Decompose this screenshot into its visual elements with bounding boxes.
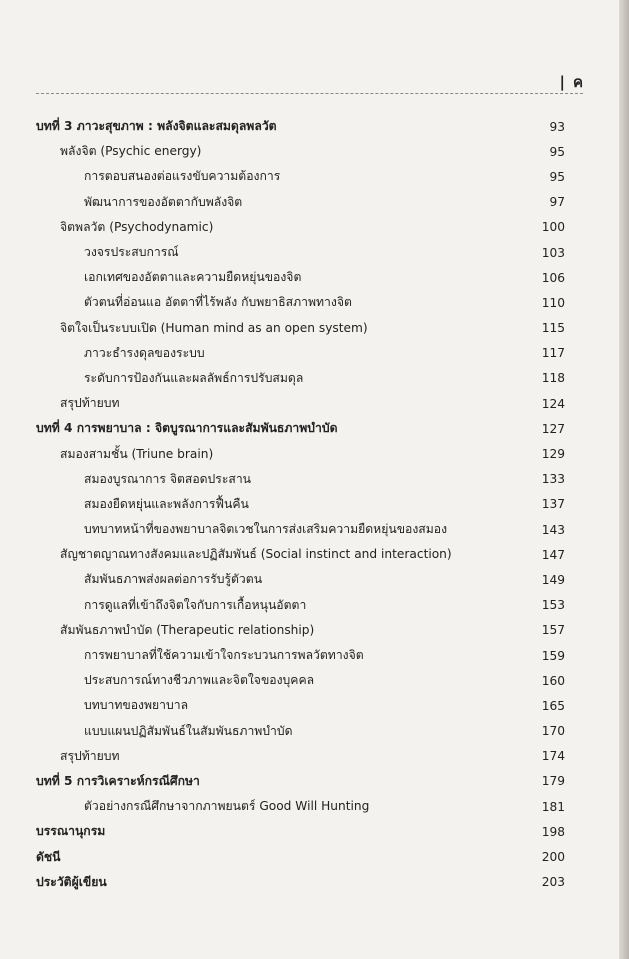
toc-entry-title: จิตพลวัต (Psychodynamic) — [60, 219, 214, 234]
header-rule — [36, 93, 583, 94]
toc-page-number: 159 — [541, 648, 565, 663]
toc-page-number: 181 — [541, 799, 565, 814]
toc-entry-row — [36, 164, 565, 189]
toc-entry-title: ตัวตนที่อ่อนแอ อัตตาที่ไร้พลัง กับพยาธิสภาพทางจิต — [84, 295, 352, 310]
toc-page-number: 124 — [541, 396, 565, 411]
toc-entry-row — [36, 391, 565, 416]
toc-page-number: 93 — [549, 119, 565, 134]
toc-entry-title: วงจรประสบการณ์ — [84, 245, 179, 260]
toc-page-number: 165 — [541, 698, 565, 713]
toc-page-number: 137 — [541, 497, 565, 512]
toc-chapter-row — [36, 769, 565, 794]
toc-entry-title: สมองบูรณาการ จิตสอดประสาน — [84, 471, 251, 486]
toc-entry-row — [36, 366, 565, 391]
toc-page-number: 117 — [541, 346, 565, 361]
toc-page-number: 129 — [541, 447, 565, 462]
toc-entry-title: ระดับการป้องกันและผลลัพธ์การปรับสมดุล — [84, 370, 304, 385]
toc-entry-row — [36, 215, 565, 240]
toc-entry-title: บทที่ 4 การพยาบาล : จิตบูรณาการและสัมพันธภาพบำบัด — [36, 421, 338, 436]
toc-entry-title: การดูแลที่เข้าถึงจิตใจกับการเกื้อหนุนอัตตา — [84, 597, 307, 612]
toc-entry-title: พลังจิต (Psychic energy) — [60, 144, 202, 159]
toc-entry-title: การพยาบาลที่ใช้ความเข้าใจกระบวนการพลวัตทางจิต — [84, 648, 364, 663]
toc-page-number: 97 — [549, 195, 565, 210]
toc-entry-row — [36, 593, 565, 618]
page-number-letter: ค — [572, 73, 583, 91]
toc-entry-title: ดัชนี — [36, 849, 61, 864]
toc-page-number: 147 — [541, 547, 565, 562]
toc-chapter-row — [36, 870, 565, 895]
toc-page-number: 203 — [541, 875, 565, 890]
toc-entry-title: สัญชาตญาณทางสังคมและปฏิสัมพันธ์ (Social instinct and interaction) — [60, 547, 452, 562]
toc-page-number: 95 — [549, 144, 565, 159]
toc-page-number: 110 — [541, 295, 565, 310]
header-separator: | — [559, 73, 565, 91]
toc-chapter-row — [36, 114, 565, 139]
toc-entry-row — [36, 441, 565, 466]
toc-entry-row — [36, 517, 565, 542]
toc-entry-row — [36, 240, 565, 265]
toc-entry-title: บรรณานุกรม — [36, 824, 106, 839]
toc-entry-row — [36, 290, 565, 315]
toc-entry-title: การตอบสนองต่อแรงขับความต้องการ — [84, 169, 281, 184]
toc-entry-title: ประสบการณ์ทางชีวภาพและจิตใจของบุคคล — [84, 673, 315, 688]
toc-chapter-row — [36, 819, 565, 844]
toc-page-number: 100 — [541, 220, 565, 235]
toc-entry-row — [36, 794, 565, 819]
toc-entry-title: บทที่ 5 การวิเคราะห์กรณีศึกษา — [36, 773, 200, 788]
toc-entry-title: ภาวะธำรงดุลของระบบ — [84, 345, 205, 360]
toc-chapter-row — [36, 844, 565, 869]
toc-page-number: 157 — [541, 623, 565, 638]
toc-entry-title: แบบแผนปฏิสัมพันธ์ในสัมพันธภาพบำบัด — [84, 723, 293, 738]
toc-page-number: 106 — [541, 270, 565, 285]
toc-entry-title: สมองยืดหยุ่นและพลังการฟื้นคืน — [84, 496, 249, 511]
toc-entry-row — [36, 542, 565, 567]
toc-chapter-row — [36, 416, 565, 441]
toc-page-number: 179 — [541, 774, 565, 789]
toc-entry-title: เอกเทศของอัตตาและความยืดหยุ่นของจิต — [84, 270, 302, 285]
toc-entry-row — [36, 341, 565, 366]
toc-page-number: 160 — [541, 673, 565, 688]
toc-entry-title: พัฒนาการของอัตตากับพลังจิต — [84, 194, 243, 209]
toc-entry-row — [36, 719, 565, 744]
toc-entry-row — [36, 139, 565, 164]
toc-entry-title: บทบาทของพยาบาล — [84, 698, 189, 713]
toc-entry-title: บทที่ 3 ภาวะสุขภาพ : พลังจิตและสมดุลพลวัต — [36, 119, 277, 134]
toc-entry-title: สมองสามชั้น (Triune brain) — [60, 446, 214, 461]
page-header — [36, 70, 583, 94]
toc-entry-row — [36, 190, 565, 215]
toc-page-number: 95 — [549, 169, 565, 184]
toc-page-number: 143 — [541, 522, 565, 537]
toc-entry-row — [36, 693, 565, 718]
toc-entry-title: จิตใจเป็นระบบเปิด (Human mind as an open system) — [60, 320, 368, 335]
toc-page-number: 149 — [541, 572, 565, 587]
toc-page-number: 200 — [541, 850, 565, 865]
toc-page-number: 127 — [541, 421, 565, 436]
toc-entry-row — [36, 467, 565, 492]
toc-entry-row — [36, 265, 565, 290]
toc-page-number: 170 — [541, 724, 565, 739]
toc-page-number: 103 — [541, 245, 565, 260]
toc-entry-title: ประวัติผู้เขียน — [36, 874, 107, 889]
toc-page-number: 198 — [541, 824, 565, 839]
toc-entry-row — [36, 643, 565, 668]
toc-page-number: 174 — [541, 749, 565, 764]
toc-entry-row — [36, 618, 565, 643]
toc-entry-title: บทบาทหน้าที่ของพยาบาลจิตเวชในการส่งเสริมความยืดหยุ่นของสมอง — [84, 522, 448, 537]
toc-entry-title: สรุปท้ายบท — [60, 748, 120, 763]
toc-entry-title: ตัวอย่างกรณีศึกษาจากภาพยนตร์ Good Will Hunting — [84, 799, 370, 814]
table-of-contents — [36, 114, 565, 895]
toc-page-number: 118 — [541, 371, 565, 386]
toc-entry-title: สรุปท้ายบท — [60, 396, 120, 411]
toc-entry-row — [36, 316, 565, 341]
toc-entry-title: สัมพันธภาพบำบัด (Therapeutic relationship) — [60, 622, 315, 637]
toc-entry-row — [36, 744, 565, 769]
toc-page-number: 153 — [541, 598, 565, 613]
toc-entry-row — [36, 492, 565, 517]
toc-page-number: 133 — [541, 472, 565, 487]
toc-entry-title: สัมพันธภาพส่งผลต่อการรับรู้ตัวตน — [84, 572, 263, 587]
book-spine-shadow — [619, 0, 629, 959]
toc-page-number: 115 — [541, 321, 565, 336]
toc-entry-row — [36, 567, 565, 592]
toc-entry-row — [36, 668, 565, 693]
